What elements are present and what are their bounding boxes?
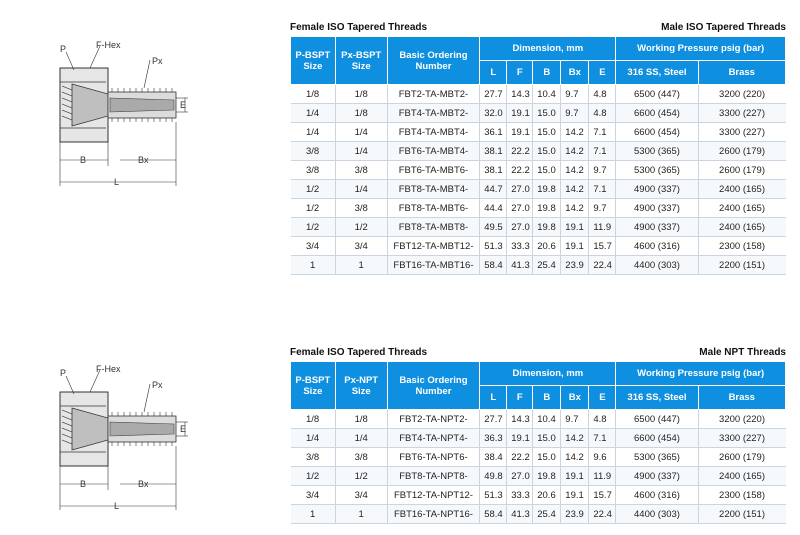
header-brass: Brass bbox=[698, 386, 785, 410]
cell-bx: 19.1 bbox=[561, 467, 589, 486]
cell-p-size: 1/2 bbox=[291, 218, 336, 237]
cell-pressure-ss: 4600 (316) bbox=[616, 237, 698, 256]
cell-f: 19.1 bbox=[507, 104, 533, 123]
spec-table-npt bbox=[290, 347, 786, 524]
table-caption bbox=[290, 347, 786, 361]
cell-bx: 9.7 bbox=[561, 104, 589, 123]
cell-pressure-ss: 5300 (365) bbox=[616, 448, 698, 467]
caption-male: Male NPT Threads bbox=[699, 347, 786, 358]
cell-bx: 14.2 bbox=[561, 448, 589, 467]
cell-f: 22.2 bbox=[507, 142, 533, 161]
cell-b: 19.8 bbox=[533, 180, 561, 199]
cell-pressure-brass: 2400 (165) bbox=[698, 180, 785, 199]
cell-e: 4.8 bbox=[589, 85, 616, 104]
table-row bbox=[291, 161, 786, 180]
header-pressure: Working Pressure psig (bar) bbox=[616, 362, 786, 386]
cell-l: 49.5 bbox=[480, 218, 507, 237]
header-pressure: Working Pressure psig (bar) bbox=[616, 37, 786, 61]
cell-pressure-brass: 2600 (179) bbox=[698, 448, 785, 467]
dimension-table bbox=[290, 361, 786, 524]
cell-f: 33.3 bbox=[507, 237, 533, 256]
cell-p-size: 1 bbox=[291, 256, 336, 275]
cell-ordering-number: FBT8-TA-MBT4- bbox=[387, 180, 480, 199]
cell-b: 15.0 bbox=[533, 142, 561, 161]
cell-pressure-ss: 6500 (447) bbox=[616, 85, 698, 104]
cell-b: 15.0 bbox=[533, 161, 561, 180]
header-316ss: 316 SS, Steel bbox=[616, 61, 698, 85]
cell-f: 33.3 bbox=[507, 486, 533, 505]
cell-p-size: 3/8 bbox=[291, 161, 336, 180]
cell-b: 15.0 bbox=[533, 429, 561, 448]
cell-px-size: 1/8 bbox=[335, 85, 387, 104]
header-f: F bbox=[507, 386, 533, 410]
cell-ordering-number: FBT12-TA-NPT12- bbox=[387, 486, 480, 505]
cell-bx: 19.1 bbox=[561, 237, 589, 256]
cell-l: 44.4 bbox=[480, 199, 507, 218]
cell-pressure-brass: 2200 (151) bbox=[698, 256, 785, 275]
header-e: E bbox=[589, 386, 616, 410]
label-l: L bbox=[114, 501, 120, 511]
cell-p-size: 1/2 bbox=[291, 180, 336, 199]
cell-pressure-brass: 3200 (220) bbox=[698, 410, 785, 429]
cell-pressure-ss: 4900 (337) bbox=[616, 218, 698, 237]
cell-bx: 19.1 bbox=[561, 218, 589, 237]
cell-p-size: 1/8 bbox=[291, 410, 336, 429]
cell-f: 19.1 bbox=[507, 123, 533, 142]
cell-l: 27.7 bbox=[480, 410, 507, 429]
table-row bbox=[291, 104, 786, 123]
cell-p-size: 3/8 bbox=[291, 142, 336, 161]
cell-pressure-brass: 2600 (179) bbox=[698, 161, 785, 180]
cell-ordering-number: FBT6-TA-NPT6- bbox=[387, 448, 480, 467]
header-l: L bbox=[480, 61, 507, 85]
cell-px-size: 1/8 bbox=[335, 410, 387, 429]
header-e: E bbox=[589, 61, 616, 85]
cell-pressure-brass: 2600 (179) bbox=[698, 142, 785, 161]
cell-ordering-number: FBT2-TA-MBT2- bbox=[387, 85, 480, 104]
label-p: P bbox=[60, 44, 67, 54]
cell-b: 20.6 bbox=[533, 237, 561, 256]
fitting-drawing bbox=[48, 38, 198, 188]
cell-bx: 14.2 bbox=[561, 180, 589, 199]
cell-ordering-number: FBT4-TA-MBT4- bbox=[387, 123, 480, 142]
cell-ordering-number: FBT16-TA-NPT16- bbox=[387, 505, 480, 524]
cell-ordering-number: FBT16-TA-MBT16- bbox=[387, 256, 480, 275]
table-row bbox=[291, 505, 786, 524]
table-row bbox=[291, 256, 786, 275]
cell-f: 19.1 bbox=[507, 429, 533, 448]
label-px: Px bbox=[152, 56, 163, 66]
cell-px-size: 3/8 bbox=[335, 199, 387, 218]
cell-pressure-ss: 5300 (365) bbox=[616, 142, 698, 161]
cell-pressure-brass: 2200 (151) bbox=[698, 505, 785, 524]
table-caption bbox=[290, 22, 786, 36]
caption-female: Female ISO Tapered Threads bbox=[290, 22, 428, 33]
cell-ordering-number: FBT8-TA-MBT6- bbox=[387, 199, 480, 218]
cell-e: 9.6 bbox=[589, 448, 616, 467]
label-b: B bbox=[80, 479, 87, 489]
cell-b: 10.4 bbox=[533, 410, 561, 429]
table-row bbox=[291, 180, 786, 199]
cell-px-size: 1 bbox=[335, 505, 387, 524]
cell-pressure-brass: 3300 (227) bbox=[698, 104, 785, 123]
cell-f: 14.3 bbox=[507, 85, 533, 104]
cell-p-size: 1/4 bbox=[291, 104, 336, 123]
cell-ordering-number: FBT6-TA-MBT6- bbox=[387, 161, 480, 180]
cell-l: 27.7 bbox=[480, 85, 507, 104]
cell-ordering-number: FBT8-TA-MBT8- bbox=[387, 218, 480, 237]
table-body bbox=[291, 410, 786, 524]
cell-b: 19.8 bbox=[533, 467, 561, 486]
cell-b: 19.8 bbox=[533, 199, 561, 218]
cell-pressure-ss: 6500 (447) bbox=[616, 410, 698, 429]
header-bx: Bx bbox=[561, 386, 589, 410]
cell-p-size: 1/2 bbox=[291, 199, 336, 218]
cell-pressure-ss: 4600 (316) bbox=[616, 486, 698, 505]
header-ordering: Basic Ordering Number bbox=[387, 362, 480, 410]
cell-pressure-brass: 2400 (165) bbox=[698, 467, 785, 486]
header-dimension: Dimension, mm bbox=[480, 37, 616, 61]
cell-bx: 14.2 bbox=[561, 142, 589, 161]
table-row bbox=[291, 142, 786, 161]
header-dimension: Dimension, mm bbox=[480, 362, 616, 386]
cell-px-size: 3/8 bbox=[335, 161, 387, 180]
cell-l: 58.4 bbox=[480, 505, 507, 524]
cell-f: 22.2 bbox=[507, 161, 533, 180]
cell-px-size: 1/4 bbox=[335, 429, 387, 448]
cell-ordering-number: FBT4-TA-NPT4- bbox=[387, 429, 480, 448]
cell-l: 36.1 bbox=[480, 123, 507, 142]
cell-e: 7.1 bbox=[589, 123, 616, 142]
label-f-hex: F-Hex bbox=[96, 40, 121, 50]
cell-pressure-brass: 2300 (158) bbox=[698, 486, 785, 505]
cell-e: 4.8 bbox=[589, 410, 616, 429]
cell-p-size: 3/8 bbox=[291, 448, 336, 467]
header-p-size: P-BSPT Size bbox=[291, 362, 336, 410]
cell-l: 49.8 bbox=[480, 467, 507, 486]
cell-p-size: 1 bbox=[291, 505, 336, 524]
label-bx: Bx bbox=[138, 155, 149, 165]
cell-e: 7.1 bbox=[589, 429, 616, 448]
cell-bx: 23.9 bbox=[561, 505, 589, 524]
cell-e: 7.1 bbox=[589, 142, 616, 161]
label-f-hex: F-Hex bbox=[96, 364, 121, 374]
cell-p-size: 3/4 bbox=[291, 486, 336, 505]
cell-f: 27.0 bbox=[507, 218, 533, 237]
header-px-size: Px-NPT Size bbox=[335, 362, 387, 410]
cell-l: 44.7 bbox=[480, 180, 507, 199]
cell-l: 38.4 bbox=[480, 448, 507, 467]
cell-pressure-ss: 4400 (303) bbox=[616, 256, 698, 275]
header-l: L bbox=[480, 386, 507, 410]
label-e: E bbox=[180, 424, 187, 434]
cell-pressure-brass: 3300 (227) bbox=[698, 123, 785, 142]
cell-f: 27.0 bbox=[507, 199, 533, 218]
cell-pressure-ss: 6600 (454) bbox=[616, 123, 698, 142]
cell-p-size: 1/8 bbox=[291, 85, 336, 104]
header-brass: Brass bbox=[698, 61, 785, 85]
cell-pressure-ss: 5300 (365) bbox=[616, 161, 698, 180]
cell-l: 51.3 bbox=[480, 237, 507, 256]
spec-table-iso bbox=[290, 22, 786, 275]
fitting-diagram bbox=[48, 38, 198, 188]
cell-ordering-number: FBT4-TA-MBT2- bbox=[387, 104, 480, 123]
cell-e: 4.8 bbox=[589, 104, 616, 123]
cell-bx: 14.2 bbox=[561, 123, 589, 142]
cell-px-size: 1/2 bbox=[335, 218, 387, 237]
cell-px-size: 3/4 bbox=[335, 486, 387, 505]
cell-b: 15.0 bbox=[533, 448, 561, 467]
cell-l: 38.1 bbox=[480, 142, 507, 161]
cell-p-size: 3/4 bbox=[291, 237, 336, 256]
cell-bx: 19.1 bbox=[561, 486, 589, 505]
cell-f: 14.3 bbox=[507, 410, 533, 429]
cell-pressure-brass: 3200 (220) bbox=[698, 85, 785, 104]
cell-pressure-ss: 4900 (337) bbox=[616, 199, 698, 218]
cell-ordering-number: FBT8-TA-NPT8- bbox=[387, 467, 480, 486]
cell-ordering-number: FBT2-TA-NPT2- bbox=[387, 410, 480, 429]
label-bx: Bx bbox=[138, 479, 149, 489]
table-row bbox=[291, 123, 786, 142]
cell-l: 58.4 bbox=[480, 256, 507, 275]
table-row bbox=[291, 486, 786, 505]
cell-b: 19.8 bbox=[533, 218, 561, 237]
caption-male: Male ISO Tapered Threads bbox=[661, 22, 786, 33]
cell-pressure-ss: 6600 (454) bbox=[616, 429, 698, 448]
cell-e: 22.4 bbox=[589, 256, 616, 275]
cell-pressure-ss: 4400 (303) bbox=[616, 505, 698, 524]
cell-b: 15.0 bbox=[533, 104, 561, 123]
cell-b: 20.6 bbox=[533, 486, 561, 505]
header-p-size: P-BSPT Size bbox=[291, 37, 336, 85]
cell-f: 27.0 bbox=[507, 467, 533, 486]
cell-e: 7.1 bbox=[589, 180, 616, 199]
fitting-diagram bbox=[48, 362, 198, 512]
cell-px-size: 1/4 bbox=[335, 180, 387, 199]
cell-f: 41.3 bbox=[507, 505, 533, 524]
cell-e: 15.7 bbox=[589, 486, 616, 505]
cell-f: 41.3 bbox=[507, 256, 533, 275]
table-row bbox=[291, 218, 786, 237]
cell-pressure-ss: 4900 (337) bbox=[616, 467, 698, 486]
table-row bbox=[291, 237, 786, 256]
cell-p-size: 1/2 bbox=[291, 467, 336, 486]
cell-pressure-ss: 4900 (337) bbox=[616, 180, 698, 199]
label-l: L bbox=[114, 177, 120, 187]
cell-e: 9.7 bbox=[589, 161, 616, 180]
header-ordering: Basic Ordering Number bbox=[387, 37, 480, 85]
header-b: B bbox=[533, 386, 561, 410]
cell-l: 38.1 bbox=[480, 161, 507, 180]
cell-b: 10.4 bbox=[533, 85, 561, 104]
cell-b: 15.0 bbox=[533, 123, 561, 142]
cell-bx: 9.7 bbox=[561, 85, 589, 104]
cell-pressure-ss: 6600 (454) bbox=[616, 104, 698, 123]
label-b: B bbox=[80, 155, 87, 165]
caption-female: Female ISO Tapered Threads bbox=[290, 347, 428, 358]
header-316ss: 316 SS, Steel bbox=[616, 386, 698, 410]
cell-px-size: 3/8 bbox=[335, 448, 387, 467]
label-p: P bbox=[60, 368, 67, 378]
table-row bbox=[291, 410, 786, 429]
cell-px-size: 1 bbox=[335, 256, 387, 275]
cell-l: 36.3 bbox=[480, 429, 507, 448]
cell-b: 25.4 bbox=[533, 256, 561, 275]
label-e: E bbox=[180, 100, 187, 110]
cell-e: 22.4 bbox=[589, 505, 616, 524]
cell-px-size: 1/4 bbox=[335, 123, 387, 142]
dimension-table bbox=[290, 36, 786, 275]
table-body bbox=[291, 85, 786, 275]
cell-e: 15.7 bbox=[589, 237, 616, 256]
table-row bbox=[291, 448, 786, 467]
cell-b: 25.4 bbox=[533, 505, 561, 524]
header-bx: Bx bbox=[561, 61, 589, 85]
cell-f: 22.2 bbox=[507, 448, 533, 467]
cell-f: 27.0 bbox=[507, 180, 533, 199]
cell-l: 32.0 bbox=[480, 104, 507, 123]
cell-px-size: 1/8 bbox=[335, 104, 387, 123]
fitting-drawing bbox=[48, 362, 198, 512]
table-row bbox=[291, 429, 786, 448]
cell-pressure-brass: 2400 (165) bbox=[698, 218, 785, 237]
cell-ordering-number: FBT6-TA-MBT4- bbox=[387, 142, 480, 161]
cell-px-size: 3/4 bbox=[335, 237, 387, 256]
table-row bbox=[291, 467, 786, 486]
cell-pressure-brass: 2300 (158) bbox=[698, 237, 785, 256]
cell-p-size: 1/4 bbox=[291, 123, 336, 142]
header-b: B bbox=[533, 61, 561, 85]
header-px-size: Px-BSPT Size bbox=[335, 37, 387, 85]
table-row bbox=[291, 85, 786, 104]
cell-px-size: 1/2 bbox=[335, 467, 387, 486]
cell-ordering-number: FBT12-TA-MBT12- bbox=[387, 237, 480, 256]
cell-bx: 14.2 bbox=[561, 429, 589, 448]
cell-bx: 9.7 bbox=[561, 410, 589, 429]
cell-px-size: 1/4 bbox=[335, 142, 387, 161]
cell-pressure-brass: 3300 (227) bbox=[698, 429, 785, 448]
cell-e: 11.9 bbox=[589, 467, 616, 486]
cell-bx: 14.2 bbox=[561, 161, 589, 180]
cell-e: 11.9 bbox=[589, 218, 616, 237]
cell-bx: 23.9 bbox=[561, 256, 589, 275]
cell-e: 9.7 bbox=[589, 199, 616, 218]
cell-p-size: 1/4 bbox=[291, 429, 336, 448]
label-px: Px bbox=[152, 380, 163, 390]
header-f: F bbox=[507, 61, 533, 85]
table-row bbox=[291, 199, 786, 218]
cell-bx: 14.2 bbox=[561, 199, 589, 218]
cell-pressure-brass: 2400 (165) bbox=[698, 199, 785, 218]
cell-l: 51.3 bbox=[480, 486, 507, 505]
